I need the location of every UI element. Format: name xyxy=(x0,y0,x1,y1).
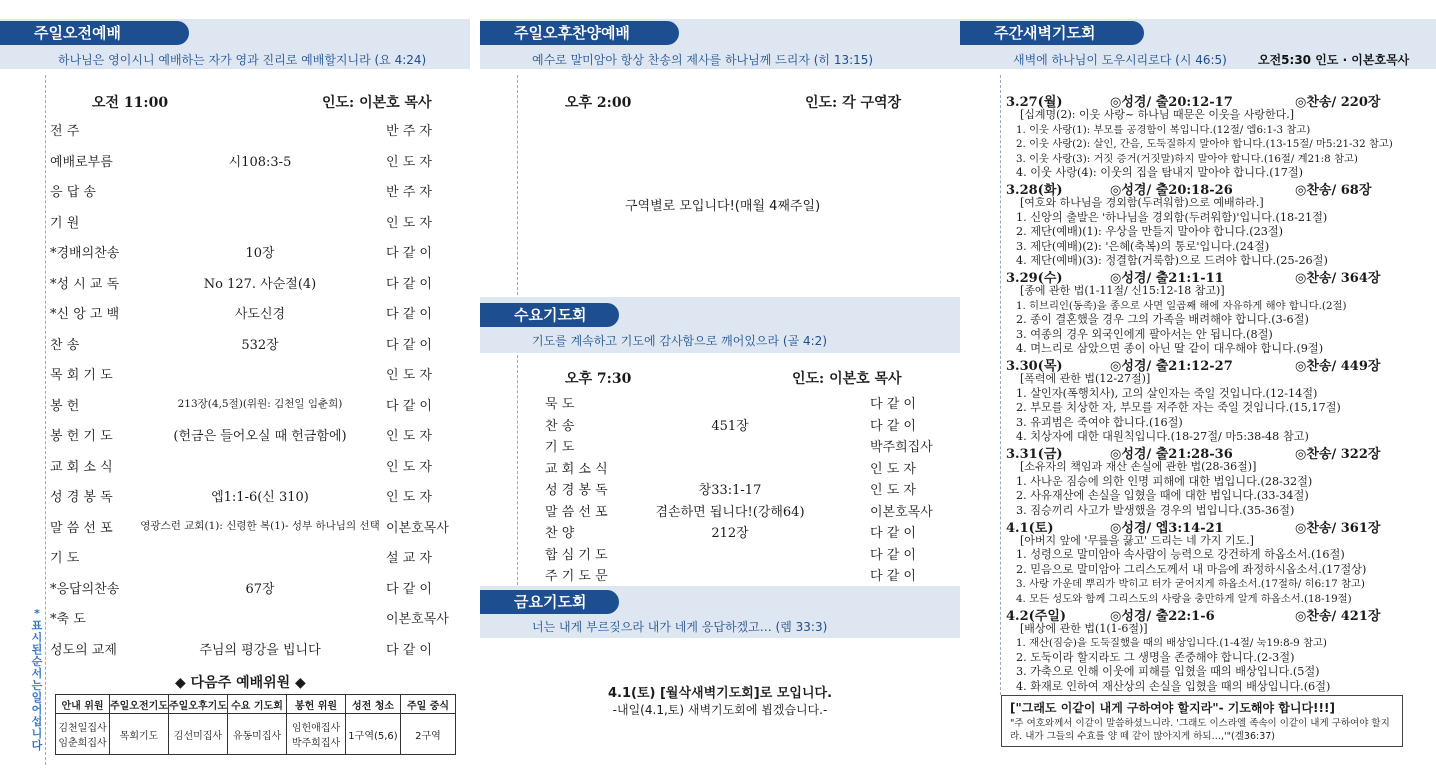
order-by: 인 도 자 xyxy=(870,461,916,477)
day-hymn: ◎찬송/ 361장 xyxy=(1295,520,1381,536)
day-point: 4. 이웃 사랑(4): 이웃의 집을 탐내지 말아야 합니다.(17절) xyxy=(1016,166,1304,179)
day-point: 3. 짐승끼리 사고가 발생했을 경우의 법입니다.(35-36절) xyxy=(1016,503,1295,517)
closing-box xyxy=(1001,695,1403,747)
day-point: 3. 여종의 경우 외국인에게 팔아서는 안 됩니다.(8절) xyxy=(1016,327,1273,341)
committee-value: 김천일집사 임춘희집사 xyxy=(56,714,110,755)
order-item: 응 답 송 xyxy=(50,185,96,200)
day-hymn: ◎찬송/ 364장 xyxy=(1295,271,1381,286)
order-item: 기 도 xyxy=(545,440,575,455)
order-by: 인 도 자 xyxy=(386,490,432,505)
order-by: 인 도 자 xyxy=(386,154,432,170)
day-point: 1. 재산(짐승)을 도둑질했을 때의 배상입니다.(1-4절/ 눅19:8-9 참고) xyxy=(1016,637,1327,649)
order-item: 기 도 xyxy=(50,551,80,566)
order-by: 인 도 자 xyxy=(870,483,916,498)
closing-text: "주 여호와께서 이같이 말씀하셨느니라. '그래도 이스라엘 족속이 이같이 내게 구하여야 할지라. 내가 그들의 수효를 양 떼 같이 많아지게 하되…,'"(겔36:37) xyxy=(1010,718,1390,742)
order-by: 다 같 이 xyxy=(870,569,916,584)
order-item: 묵 도 xyxy=(545,397,575,412)
day-reading: ◎성경/ 출22:1-6 xyxy=(1110,608,1215,624)
day-hymn: ◎찬송/ 421장 xyxy=(1295,608,1381,624)
order-content: 532장 xyxy=(241,337,279,353)
service-leader: 인도: 이본호 목사 xyxy=(792,371,902,387)
section-title: 주일오전예배 xyxy=(0,21,189,45)
order-by: 인 도 자 xyxy=(386,215,432,231)
day-theme: [폭력에 관한 법(12-27절)] xyxy=(1020,372,1151,385)
column-divider xyxy=(517,75,518,295)
closing-title: ["그래도 이같이 내게 구하여야 할지라"- 기도해야 합니다!!!] xyxy=(1010,701,1335,715)
order-by: 다 같 이 xyxy=(386,642,432,658)
order-content: 사도신경 xyxy=(234,307,286,322)
committee-value: 목회기도 xyxy=(110,714,169,755)
column-divider xyxy=(45,75,46,765)
order-content: 213장(4,5절)(위원: 김천일 임춘희) xyxy=(177,397,343,410)
order-by: 다 같 이 xyxy=(386,307,432,322)
order-by: 다 같 이 xyxy=(386,398,432,414)
order-item: 합 심 기 도 xyxy=(545,547,608,563)
order-item: 성 경 봉 독 xyxy=(545,483,608,498)
order-item: 봉 헌 xyxy=(50,398,80,414)
order-content: 451장 xyxy=(711,418,749,434)
order-item: *응답의찬송 xyxy=(50,581,120,597)
order-by: 이본호목사 xyxy=(870,504,933,520)
order-by: 다 같 이 xyxy=(870,526,916,541)
order-content: 엡1:1-6(신 310) xyxy=(211,490,309,505)
day-point: 4. 모든 성도와 함께 그리스도의 사랑을 충만하게 알게 하옵소서.(18-19절) xyxy=(1016,592,1352,605)
committee-value: 유동미집사 xyxy=(228,714,287,755)
standing-note: *표시된 순서는 일어섭니다 xyxy=(31,607,43,752)
day-theme: [아버지 앞에 '무릎을 끓고' 드리는 네 가지 기도.] xyxy=(1020,533,1254,547)
day-point: 3. 제단(예배)(2): '은혜(축복)의 통로'입니다.(24절) xyxy=(1016,239,1270,253)
committee-value: 2구역 xyxy=(401,714,456,755)
day-point: 1. 히브리인(동족)을 종으로 사면 일곱째 해에 자유하게 해야 합니다.(2절) xyxy=(1016,299,1347,312)
day-reading: ◎성경/ 출20:18-26 xyxy=(1110,183,1233,198)
section-title: 주간새벽기도회 xyxy=(960,21,1144,45)
order-by: 다 같 이 xyxy=(870,547,916,563)
day-reading: ◎성경/ 출21:12-27 xyxy=(1110,359,1233,374)
day-point: 3. 사랑 가운데 뿌리가 박히고 터가 굳어지게 하옵소서.(17절하/ 히6:17 참고) xyxy=(1016,578,1365,590)
order-by: 반 주 자 xyxy=(386,124,432,139)
order-item: 성도의 교제 xyxy=(50,642,117,658)
day-date: 3.27(월) xyxy=(1006,95,1063,110)
service-leader: 인도: 이본호 목사 xyxy=(322,95,432,111)
order-content: 영광스런 교회(1): 신령한 복(1)- 성부 하나님의 선택 xyxy=(140,519,380,532)
committee-header: 수요 기도회 xyxy=(228,695,287,714)
order-item: 주 기 도 문 xyxy=(545,569,608,584)
service-time: 오후 2:00 xyxy=(565,95,632,111)
committee-header: 주일 중식 xyxy=(401,695,456,714)
order-item: *경배의찬송 xyxy=(50,246,120,261)
order-item: 말 씀 선 포 xyxy=(545,504,608,520)
middle-column xyxy=(480,0,960,775)
section-verse: 하나님은 영이시니 예배하는 자가 영과 진리로 예배할지니라 (요 4:24) xyxy=(58,53,427,67)
order-by: 다 같 이 xyxy=(386,581,432,597)
order-content: (헌금은 들어오실 때 헌금함에) xyxy=(173,429,347,444)
order-item: 전 주 xyxy=(50,124,80,139)
day-point: 2. 사유재산에 손실을 입혔을 때에 대한 법입니다.(33-34절) xyxy=(1016,489,1309,502)
day-point: 4. 며느리로 삼았으면 종이 아닌 딸 같이 대우해야 합니다.(9절) xyxy=(1016,342,1324,355)
order-by: 이본호목사 xyxy=(386,612,449,627)
order-by: 다 같 이 xyxy=(870,418,916,434)
order-content: 겸손하면 됩니다!(강해64) xyxy=(655,504,805,520)
day-point: 2. 부모를 치상한 자, 부모를 저주한 자는 죽일 것입니다.(15,17절) xyxy=(1016,401,1341,414)
gathering-note: 구역별로 모입니다!(매월 4째주일) xyxy=(625,199,821,214)
order-by: 인 도 자 xyxy=(386,459,432,475)
committee-value: 김선미집사 xyxy=(169,714,228,755)
column-divider xyxy=(517,355,518,585)
order-item: 봉 헌 기 도 xyxy=(50,429,113,444)
order-by: 다 같 이 xyxy=(386,246,432,261)
day-date: 4.1(토) xyxy=(1006,520,1054,536)
dawn-notice: 4.1(토) [월삭새벽기도회]로 모입니다. xyxy=(607,686,833,701)
committee-value: 1구역(5,6) xyxy=(346,714,401,755)
committee-header: 안내 위원 xyxy=(56,695,110,714)
day-date: 4.2(주일) xyxy=(1006,608,1067,624)
order-content: 10장 xyxy=(245,246,275,261)
day-point: 1. 이웃 사랑(1): 부모를 공경함이 복입니다.(12절/ 엡6:1-3 참고) xyxy=(1016,123,1311,136)
committee-title: ◆ 다음주 예배위원 ◆ xyxy=(175,675,306,691)
day-point: 2. 종이 결혼했을 경우 그의 가족을 배려해야 합니다.(3-6절) xyxy=(1016,313,1309,326)
day-reading: ◎성경/ 출21:1-11 xyxy=(1110,271,1224,286)
section-verse: 예수로 말미암아 항상 찬송의 제사를 하나님께 드리자 (히 13:15) xyxy=(532,53,874,67)
order-content: 시108:3-5 xyxy=(228,154,292,170)
day-hymn: ◎찬송/ 220장 xyxy=(1295,95,1381,110)
day-reading: ◎성경/ 엡3:14-21 xyxy=(1110,520,1224,536)
day-point: 4. 치상자에 대한 대원칙입니다.(18-27절/ 마5:38-48 참고) xyxy=(1016,430,1309,443)
order-item: 찬 송 xyxy=(50,337,80,353)
order-item: 예배로부름 xyxy=(50,154,113,170)
order-by: 반 주 자 xyxy=(386,185,432,200)
dawn-notice-sub: -내일(4.1,토) 새벽기도회에 뵙겠습니다.- xyxy=(612,703,828,717)
day-reading: ◎성경/ 출21:28-36 xyxy=(1110,447,1233,462)
order-content: No 127. 사순절(4) xyxy=(203,276,317,292)
committee-header: 주일오후기도 xyxy=(169,695,228,714)
day-point: 2. 이웃 사랑(2): 살인, 간음, 도둑질하지 말아야 합니다.(13-15절/ 마5:21-32 참고) xyxy=(1016,138,1393,150)
section-verse: 너는 내게 부르짖으라 내가 네게 응답하겠고… (렘 33:3) xyxy=(532,620,828,634)
order-item: 교 회 소 식 xyxy=(545,461,608,477)
day-theme: [소유자의 책임과 재산 손실에 관한 법(28-36절)] xyxy=(1020,460,1257,473)
section-title: 수요기도회 xyxy=(480,303,619,327)
column-divider xyxy=(1000,75,1001,695)
time-leader: 오전5:30 인도 · 이본호목사 xyxy=(1258,53,1410,67)
order-item: 기 원 xyxy=(50,215,80,231)
order-content: 주님의 평강을 빕니다 xyxy=(199,642,321,658)
day-theme: [종에 관한 법(1-11절/ 신15:12-18 참고)] xyxy=(1020,284,1225,297)
day-date: 3.29(수) xyxy=(1006,271,1063,286)
order-item: 교 회 소 식 xyxy=(50,459,113,475)
day-hymn: ◎찬송/ 68장 xyxy=(1295,183,1372,198)
dawn-prayer-section xyxy=(960,0,1436,775)
day-theme: [배상에 관한 법(1(1-6절)] xyxy=(1020,621,1148,635)
order-item: 말 씀 선 포 xyxy=(50,520,113,536)
order-item: 성 경 봉 독 xyxy=(50,490,113,505)
day-point: 2. 도둑이라 할지라도 그 생명을 존중해야 합니다.(2-3절) xyxy=(1016,650,1295,664)
order-by: 이본호목사 xyxy=(386,520,449,536)
order-by: 인 도 자 xyxy=(386,429,432,444)
section-verse: 기도를 계속하고 기도에 감사함으로 깨어있으라 (골 4:2) xyxy=(532,334,827,348)
service-time: 오전 11:00 xyxy=(92,95,169,111)
order-by: 인 도 자 xyxy=(386,368,432,383)
service-leader: 인도: 각 구역장 xyxy=(805,95,902,111)
order-by: 다 같 이 xyxy=(386,337,432,353)
day-point: 4. 제단(예배)(3): 정결함(거룩함)으로 드려야 합니다.(25-26절) xyxy=(1016,254,1328,267)
day-point: 1. 성령으로 말미암아 속사람이 능력으로 강건하게 하옵소서.(16절) xyxy=(1016,548,1345,561)
committee-header: 성전 청소 xyxy=(346,695,401,714)
day-point: 1. 살인자(폭행치사), 고의 살인자는 죽일 것입니다.(12-14절) xyxy=(1016,386,1318,400)
order-item: *성 시 교 독 xyxy=(50,276,120,292)
day-point: 2. 제단(예배)(1): 우상을 만들지 말아야 합니다.(23절) xyxy=(1016,225,1284,238)
day-date: 3.28(화) xyxy=(1006,183,1063,198)
order-item: 목 회 기 도 xyxy=(50,368,113,383)
order-item: *축 도 xyxy=(50,612,86,627)
service-time: 오후 7:30 xyxy=(565,371,632,387)
day-point: 3. 유괴범은 죽여야 합니다.(16절) xyxy=(1016,415,1183,429)
section-title: 주일오후찬양예배 xyxy=(480,21,679,45)
day-point: 3. 이웃 사랑(3): 거짓 증거(거짓말)하지 말아야 합니다.(16절/ 계21:8 참고) xyxy=(1016,152,1358,165)
day-reading: ◎성경/ 출20:12-17 xyxy=(1110,95,1233,110)
section-verse: 새벽에 하나님이 도우시리로다 (시 46:5) xyxy=(1013,53,1227,67)
day-date: 3.30(목) xyxy=(1006,359,1063,374)
day-point: 3. 가축으로 인해 이웃에 피해를 입혔을 때의 배상입니다.(5절) xyxy=(1016,665,1320,678)
committee-value: 임헌애집사 박주희집사 xyxy=(287,714,346,755)
order-content: 67장 xyxy=(245,581,275,597)
day-point: 1. 신앙의 출발은 '하나님을 경외함(두려워함)'입니다.(18-21절) xyxy=(1016,210,1328,224)
order-by: 다 같 이 xyxy=(870,397,916,412)
order-content: 창33:1-17 xyxy=(698,483,762,498)
day-date: 3.31(금) xyxy=(1006,447,1063,462)
section-title: 금요기도회 xyxy=(480,590,619,614)
committee-table xyxy=(55,694,456,755)
order-content: 212장 xyxy=(711,526,749,541)
day-point: 2. 믿음으로 말미암아 그리스도께서 내 마음에 좌정하시옵소서.(17절상) xyxy=(1016,562,1367,576)
day-point: 1. 사나운 짐승에 의한 인명 피해에 대한 법입니다.(28-32절) xyxy=(1016,474,1313,488)
order-item: *신 앙 고 백 xyxy=(50,307,120,322)
order-by: 다 같 이 xyxy=(386,276,432,292)
sunday-morning-section xyxy=(0,0,470,775)
day-point: 4. 화재로 인하여 재산상의 손실을 입혔을 때의 배상입니다.(6절) xyxy=(1016,679,1331,693)
order-by: 설 교 자 xyxy=(386,551,432,566)
day-theme: [십계명(2): 이웃 사랑~ 하나님 때문은 이웃을 사랑한다.] xyxy=(1020,108,1295,121)
day-hymn: ◎찬송/ 322장 xyxy=(1295,447,1381,462)
order-item: 찬 양 xyxy=(545,526,575,541)
day-hymn: ◎찬송/ 449장 xyxy=(1295,359,1381,374)
day-theme: [여호와 하나님을 경외함(두려워함)으로 예배하라.] xyxy=(1020,196,1264,209)
order-item: 찬 송 xyxy=(545,418,575,434)
order-by: 박주희집사 xyxy=(870,440,933,455)
committee-header: 봉헌 위원 xyxy=(287,695,346,714)
committee-header: 주일오전기도 xyxy=(110,695,169,714)
